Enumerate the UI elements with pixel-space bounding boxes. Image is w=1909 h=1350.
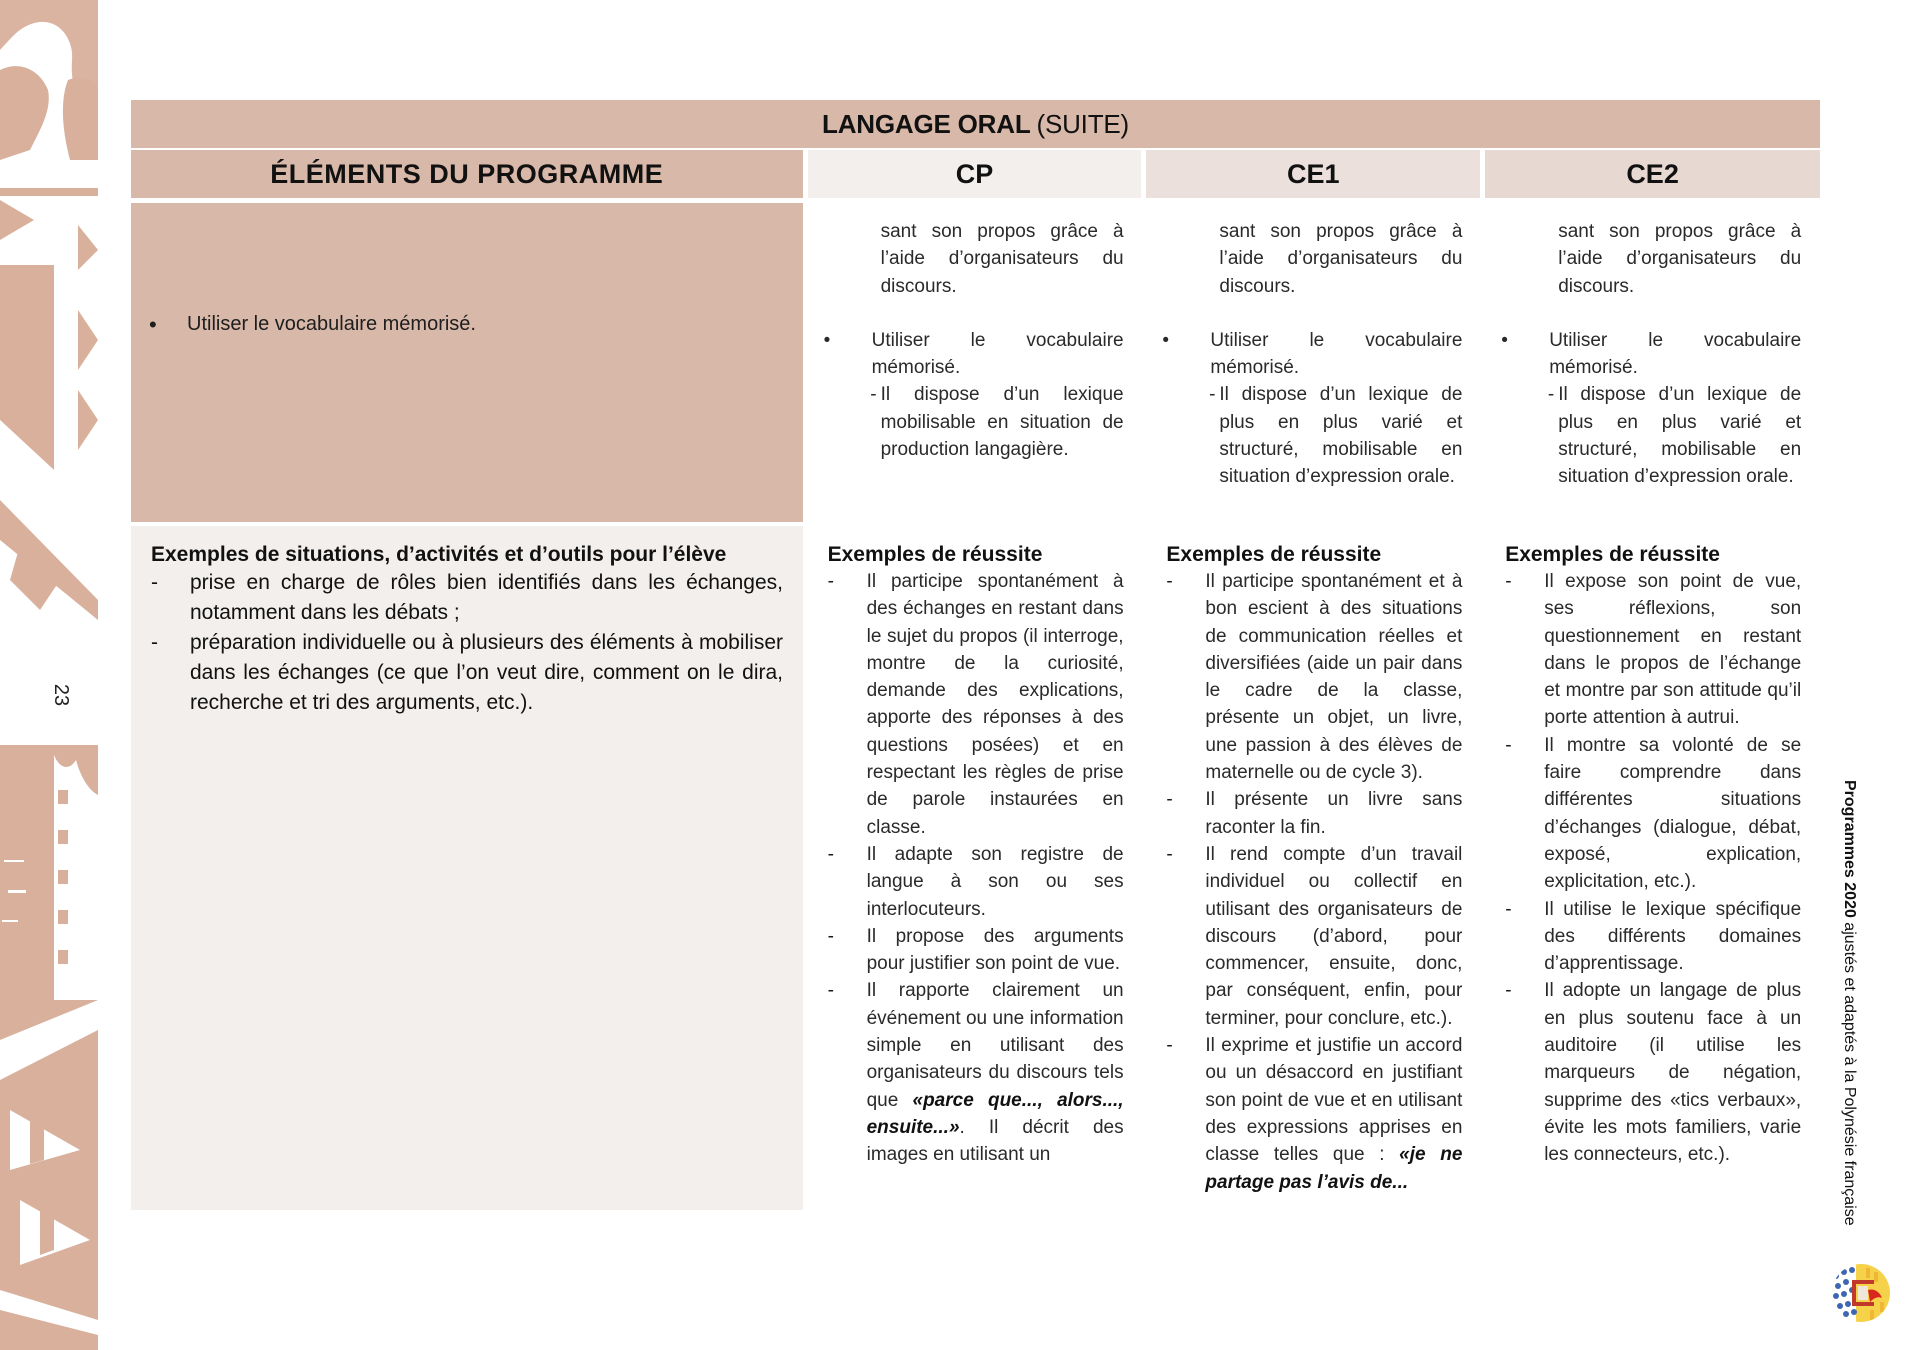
programme-cell — [131, 203, 803, 522]
continuation-text: sant son propos grâce à l’aide d’organisateurs du discours. — [1558, 221, 1802, 297]
list-item-text: Il rend compte d’un travail individuel ou collectif en utilisant des organisateurs de discours (d’abord, pour commencer, ensuite, donc, par conséquent, enfin, pour terminer, pour conclure, etc.). — [1205, 843, 1463, 1029]
list-item — [1505, 896, 1801, 978]
success-title: Exemples de réussite — [1166, 543, 1382, 566]
list-item — [1505, 732, 1801, 896]
list-item — [828, 841, 1124, 923]
text-part: Il rapporte clairement un événement ou une information simple en utilisant des organisateurs du discours tels que — [866, 980, 1124, 1111]
bullet-item — [808, 327, 1124, 382]
table-row — [131, 526, 1820, 1210]
ce1-cell — [1146, 203, 1480, 522]
table-row — [131, 203, 1820, 522]
examples-block — [151, 541, 783, 718]
dash-icon: - — [1166, 1035, 1173, 1057]
polynesian-pattern-decoration — [0, 0, 98, 1350]
table-title-main: LANGAGE ORAL — [822, 108, 1031, 139]
bullet-icon: • — [823, 329, 831, 351]
dash-icon: - — [151, 631, 158, 654]
table-title-suffix: (SUITE) — [1036, 108, 1129, 139]
list-item — [1505, 977, 1801, 1168]
dash-icon: - — [870, 384, 877, 406]
page-number: 23 — [50, 683, 72, 707]
header-ce1: CE1 — [1146, 150, 1480, 198]
list-item-text — [1205, 1032, 1462, 1196]
list-item-text — [867, 977, 1124, 1168]
header-programme: ÉLÉMENTS DU PROGRAMME — [131, 150, 803, 198]
list-item-text: Il présente un livre sans raconter la fin. — [1205, 789, 1463, 838]
programme-table — [131, 100, 1820, 1210]
success-title: Exemples de réussite — [1505, 543, 1720, 566]
list-item — [1166, 841, 1462, 1032]
bullet-text: Utiliser le vocabulaire mémorisé. — [1210, 329, 1463, 379]
ce1-success-cell — [1146, 526, 1480, 1210]
list-item-text: Il adapte son registre de langue à son ou ses interlocuteurs. — [866, 843, 1124, 920]
dash-icon: - — [1505, 898, 1512, 920]
continuation-text: sant son propos grâce à l’aide d’organisateurs du discours. — [880, 221, 1124, 297]
list-item-text: prise en charge de rôles bien identifiés dans les échanges, notamment dans les débats ; — [190, 571, 783, 624]
success-block — [1505, 541, 1801, 1169]
dash-icon: - — [1505, 571, 1512, 592]
sub-item — [1146, 381, 1462, 490]
list-item-text: Il adopte un langage de plus en plus soutenu face à un auditoire (il utilise les marqueurs de négation, supprime des «tics verbaux», évite les mots familiers, varie les connecteurs, etc.). — [1544, 980, 1802, 1166]
examples-title: Exemples de situations, d’activités et d’outils pour l’élève — [151, 543, 727, 566]
sub-item-text: Il dispose d’un lexique de plus en plus varié et structuré, mobilisable en situation d’expression orale. — [1219, 384, 1463, 488]
list-item-text: Il participe spontanément et à bon escient à des situations de communication réelles et diversifiées (aide un pair dans le cadre de la classe, présente un objet, un livre, une passion à des élèves de maternelle ou de cycle 3). — [1205, 571, 1463, 784]
list-item — [828, 568, 1124, 841]
dash-icon: - — [1166, 789, 1173, 811]
italic-quote: «parce que..., alors..., ensuite...» — [866, 1089, 1124, 1138]
list-item — [151, 568, 783, 628]
dash-icon: - — [1547, 384, 1555, 406]
success-block — [1166, 541, 1462, 1196]
dash-icon: - — [827, 980, 834, 1002]
list-item-text: Il expose son point de vue, ses réflexions, son questionnement en restant dans le propos de l’échange et montre par son attitude qu’il porte attention à autrui. — [1544, 571, 1802, 729]
cp-success-cell — [808, 526, 1142, 1210]
bullet-text: Utiliser le vocabulaire mémorisé. — [871, 329, 1124, 379]
bullet-text: Utiliser le vocabulaire mémorisé. — [1549, 329, 1802, 379]
dash-icon: - — [1505, 980, 1512, 1002]
list-item-text: Il utilise le lexique spécifique des différents domaines d’apprentissage. — [1544, 898, 1802, 975]
sub-item — [808, 381, 1124, 463]
success-block — [828, 541, 1124, 1169]
bullet-item — [1146, 327, 1462, 382]
dash-icon: - — [1505, 734, 1512, 756]
spacer — [1146, 300, 1462, 327]
dash-icon: - — [827, 843, 834, 865]
dash-icon: - — [1166, 843, 1173, 865]
header-cp: CP — [808, 150, 1142, 198]
ce1-content — [1146, 218, 1462, 491]
header-ce2: CE2 — [1485, 150, 1820, 198]
cp-cell — [808, 203, 1142, 522]
list-item — [828, 977, 1124, 1168]
bullet-icon: • — [1162, 329, 1170, 351]
programme-examples-cell — [131, 526, 803, 1210]
sub-item — [1485, 381, 1801, 490]
list-item — [1166, 568, 1462, 786]
side-footer — [1835, 780, 1863, 1230]
programme-item-text: Utiliser le vocabulaire mémorisé. — [187, 313, 476, 335]
ce2-success-cell — [1485, 526, 1820, 1210]
footer-bold: Programmes 2020 — [1841, 780, 1858, 918]
list-item-text: préparation individuelle ou à plusieurs des éléments à mobiliser dans les échanges (ce que l’on veut dire, comment on le dira, recherche et tri des arguments, etc.). — [190, 631, 783, 714]
list-item — [151, 628, 783, 718]
dash-icon: - — [1209, 384, 1216, 406]
bullet-icon: • — [149, 312, 157, 337]
dash-icon: - — [151, 571, 158, 594]
footer-rest: ajustés et adaptés à la Polynésie française — [1841, 917, 1858, 1226]
text-part: Il exprime et justifie un accord ou un désaccord en justifiant son point de vue et en utilisant des expressions apprises en classe telles que : — [1205, 1035, 1463, 1166]
text-part: . Il décrit des images en utilisant un — [866, 1116, 1124, 1166]
list-item — [1166, 1032, 1462, 1196]
list-item — [1505, 568, 1801, 732]
spacer — [808, 300, 1124, 327]
programme-bullet-item — [149, 311, 476, 338]
header-row — [131, 150, 1820, 198]
polynesia-emblem-icon — [1830, 1262, 1892, 1324]
dash-icon: - — [827, 925, 834, 947]
bullet-item — [1485, 327, 1801, 382]
list-item — [1166, 786, 1462, 841]
sub-item-text: Il dispose d’un lexique mobilisable en situation de production langagière. — [880, 384, 1124, 461]
bullet-icon: • — [1501, 329, 1508, 351]
table-title — [131, 100, 1820, 148]
list-item-text: Il propose des arguments pour justifier son point de vue. — [866, 925, 1124, 975]
ce2-content — [1485, 218, 1801, 491]
dash-icon: - — [827, 571, 834, 592]
list-item-text: Il participe spontanément à des échanges en restant dans le sujet du propos (il interroge, montre de la curiosité, demande des explications, apporte des réponses à des questions posées) et en respectant les règles de prise de parole instaurées en classe. — [866, 571, 1124, 838]
spacer — [1485, 300, 1801, 327]
cp-content — [808, 218, 1124, 463]
ce2-cell — [1485, 203, 1820, 522]
success-title: Exemples de réussite — [827, 543, 1043, 566]
list-item — [828, 923, 1124, 978]
sub-item-text: Il dispose d’un lexique de plus en plus varié et structuré, mobilisable en situation d’expression orale. — [1558, 384, 1802, 488]
dash-icon: - — [1166, 571, 1173, 592]
continuation-text: sant son propos grâce à l’aide d’organisateurs du discours. — [1219, 221, 1463, 297]
italic-quote: «je ne partage pas l’avis de... — [1205, 1144, 1463, 1193]
list-item-text: Il montre sa volonté de se faire comprendre dans différentes situations d’échanges (dialogue, débat, exposé, explication, explicitation, etc.). — [1544, 734, 1802, 893]
